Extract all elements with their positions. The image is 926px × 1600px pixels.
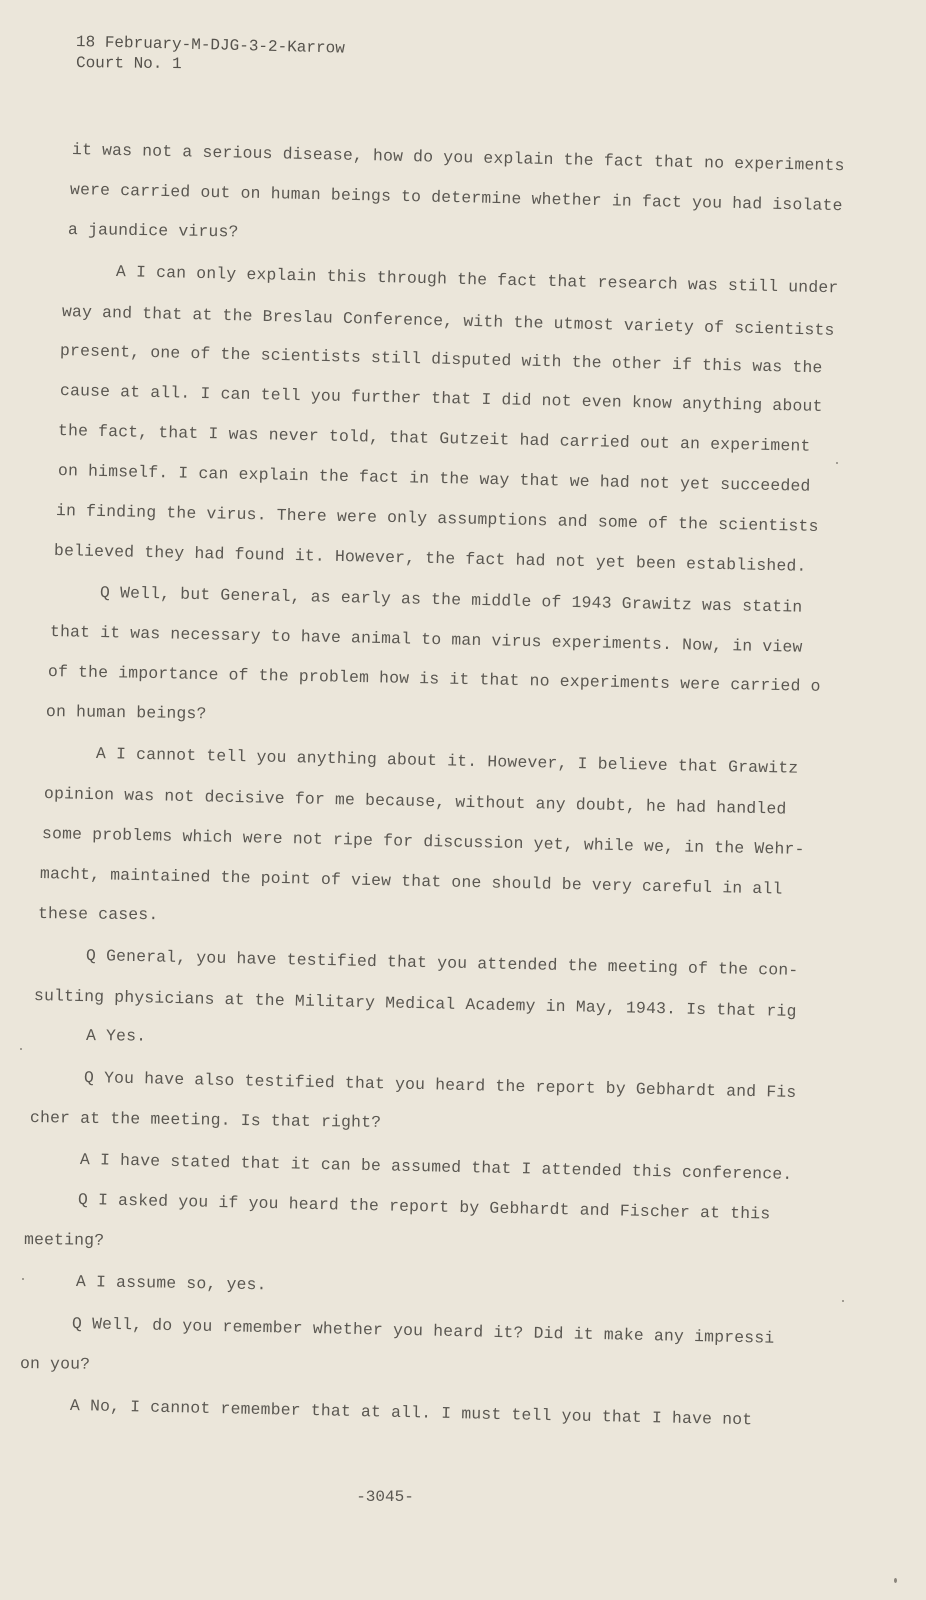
text-line: on you?	[19, 1354, 91, 1374]
text-line: it was not a serious disease, how do you explain the fact that no experiments	[71, 140, 845, 176]
paper-speck	[842, 1300, 844, 1302]
text-line: Q I asked you if you heard the report by Gebhardt and Fischer at this	[77, 1190, 771, 1224]
text-line: A I can only explain this through the fact that research was still under	[115, 262, 839, 298]
text-line: way and that at the Breslau Conference, with the utmost variety of scientists	[61, 302, 835, 340]
text-line: of the importance of the problem how is it that no experiments were carried o	[47, 662, 821, 696]
text-line: meeting?	[23, 1230, 105, 1250]
text-line: these cases.	[37, 904, 159, 925]
text-line: Q You have also testified that you heard the report by Gebhardt and Fis	[83, 1068, 797, 1102]
text-line: on human beings?	[45, 702, 207, 724]
text-line: A I assume so, yes.	[75, 1272, 267, 1295]
text-line: A I have stated that it can be assumed that I attended this conference.	[79, 1150, 793, 1184]
text-line: sulting physicians at the Military Medical Academy in May, 1943. Is that rig	[33, 986, 797, 1021]
header-court-number: Court No. 1	[75, 54, 182, 74]
text-line: Q Well, do you remember whether you heard it? Did it make any impressi	[71, 1314, 775, 1348]
text-line: believed they had found it. However, the fact had not yet been established.	[53, 541, 807, 576]
text-line: A No, I cannot remember that at all. I must tell you that I have not	[69, 1396, 753, 1430]
text-line: some problems which were not ripe for discussion yet, while we, in the Wehr-	[41, 824, 805, 859]
text-line: A Yes.	[85, 1026, 147, 1046]
text-line: the fact, that I was never told, that Gutzeit had carried out an experiment	[57, 421, 811, 456]
paper-speck	[20, 1048, 22, 1050]
text-line: in finding the virus. There were only assumptions and some of the scientists	[55, 501, 819, 536]
paper-speck	[22, 1278, 24, 1280]
header-session-id: 18 February-M-DJG-3-2-Karrow	[75, 33, 345, 58]
text-line: present, one of the scientists still disputed with the other if this was the	[59, 341, 823, 378]
text-line: Q Well, but General, as early as the middle of 1943 Grawitz was statin	[99, 583, 803, 617]
text-line: that it was necessary to have animal to man virus experiments. Now, in view	[49, 622, 803, 657]
text-line: opinion was not decisive for me because, without any doubt, he had handled	[43, 784, 787, 819]
text-line: cher at the meeting. Is that right?	[29, 1108, 382, 1132]
text-line: cause at all. I can tell you further that I did not even know anything about	[59, 381, 823, 416]
text-line: A I cannot tell you anything about it. However, I believe that Grawitz	[95, 744, 799, 778]
text-line: were carried out on human beings to determine whether in fact you had isolate	[69, 180, 843, 216]
text-line: on himself. I can explain the fact in the way that we had not yet succeeded	[57, 461, 811, 496]
text-line: Q General, you have testified that you attended the meeting of the con-	[85, 946, 799, 980]
document-header	[76, 32, 345, 74]
text-line: a jaundice virus?	[67, 220, 239, 242]
paper-speck	[894, 1578, 897, 1583]
paper-speck	[836, 462, 838, 464]
text-line: macht, maintained the point of view that one should be very careful in all	[39, 864, 783, 899]
page-number: -3045-	[356, 1488, 414, 1506]
